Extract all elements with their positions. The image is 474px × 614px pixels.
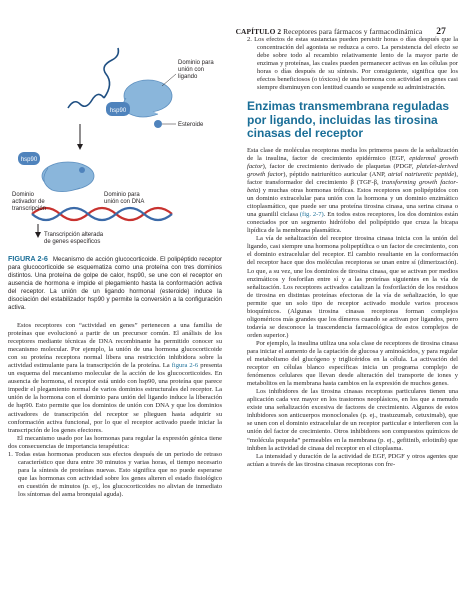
figure-2-6-link[interactable]: figura 2-6 xyxy=(171,362,199,370)
dna-domain-label: Dominio para unión con DNA xyxy=(104,192,145,205)
left-column xyxy=(8,322,222,499)
chapter-label: CAPÍTULO 2 xyxy=(235,27,282,36)
right-paragraph-3: Por ejemplo, la insulina utiliza una sola clase de receptores de tirosina cinasa para iniciar el aumento de la captación de glucosa y aminoácidos, y para regular el metabolismo del glucógeno y triglicéridos en la célula. La activación del receptor en células blanco específicas inicia un programa complejo de fenómenos celulares que llevan desde alteración del transporte de iones y metabolitos en la membrana hasta cambios en la expresión de muchos genes. xyxy=(247,339,458,388)
receptor-chain-tail xyxy=(104,48,118,98)
receptor-chain-top xyxy=(68,94,104,108)
pdgf-term: platelet-derived growth factor xyxy=(247,162,458,178)
page-number: 27 xyxy=(436,27,446,37)
right-p1-e: ) y muchas otras hormonas tróficas. Estos receptores son polipéptidos con un dominio extracelular para unión con la hormona y un dominio enzimático citoplasmático, que puede ser una proteína tirosina cinasa, una serina cinasa o una guanilil ciclasa xyxy=(247,187,458,219)
right-column xyxy=(247,36,458,469)
right-p1-f: . En todos estos receptores, los dos dominios están conectados por un segmento hidrófobo del polipéptido que cruza la bicapa lipídica de la membrana plasmática. xyxy=(247,211,458,235)
right-p1-a: Esta clase de moléculas receptoras media los primeros pasos de la señalización de la insulina, factor de crecimiento epidérmico (EGF, xyxy=(247,146,458,162)
figure-2-6-illustration xyxy=(8,38,222,252)
transcription-label: Transcripción alterada de genes específicos xyxy=(44,232,104,245)
tgf-term: transforming growth factor-beta xyxy=(247,179,458,195)
right-p1-b: ), factor de crecimiento derivado de plaquetas (PDGF, xyxy=(262,162,417,170)
right-p1-c: ), péptido natriurético auricular (ANP, xyxy=(283,170,388,178)
ligand-domain-label: Dominio para unión con ligando xyxy=(178,60,214,80)
steroid-molecule xyxy=(154,120,162,128)
left-paragraph-1 xyxy=(8,322,222,435)
right-paragraph-4: Los inhibidores de las tirosina cinasas receptoras particulares tienen una aplicación cada vez mayor en los trastornos neoplásicos, en los que a menudo existe una señalización excesiva de factores de crecimiento. Algunos de estos inhibidores son anticuerpos monoclonales (p. ej., trastuzumab, cetuximab), que se unen con el dominio extracelular de un receptor particular e interfieren con la unión del factor de crecimiento. Otros inhibidores son compuestos químicos de “molécula pequeña” permeables en la membrana (p. ej., gefitinib, erlotinib) que inhiben la actividad de cinasa del receptor en el citoplasma. xyxy=(247,388,458,452)
left-p1-text-a: Estos receptores con “actividad en genes” pertenecen a una familia de proteínas que evolucionó a partir de un precursor común. El análisis de los receptores mediante técnicas de DNA recombinante ha permitido conocer su mecanismo molecular. Por ejemplo, la unión de una hormona glucocorticoide con su proteína receptora normal libera una restricción inhibidora sobre la actividad estimulante para la transcripción de la proteína. La xyxy=(8,322,222,370)
egf-term: epidermal growth factor xyxy=(247,154,458,170)
anp-term: atrial natriuretic peptide xyxy=(387,170,455,178)
left-paragraph-2: El mecanismo usado por las hormonas para regular la expresión génica tiene dos consecuencias de importancia terapéutica: xyxy=(8,434,222,450)
right-paragraph-5: La intensidad y duración de la actividad de EGF, PDGF y otros agentes que actúan a través de las tirosina cinasas receptoras con fre- xyxy=(247,452,458,468)
figure-label: FIGURA 2-6 xyxy=(8,254,48,263)
right-paragraph-1 xyxy=(247,147,458,236)
right-p1-d: ), factor transformador del crecimiento β (TGF-β, xyxy=(247,170,458,187)
list-item-1: 1. Todas estas hormonas producen sus efectos después de un periodo de retraso característico que dura entre 30 minutos y varias horas, el tiempo necesario para la síntesis de proteínas nuevas. Esto significa que no puede esperarse que las hormonas con actividad sobre los genes alteren el estado fisiológico en cuestión de minutos (p. ej., los glucocorticoides no alivian de inmediato los síntomas del asma bronquial aguda). xyxy=(8,450,222,498)
left-p1-text-b: presenta un esquema del mecanismo molecular de la acción de los glucocorticoides. En ausencia de hormona, el receptor está unido con hsp90, una proteína que parece impedir el plegamiento normal de varios dominios estructurales del receptor. La unión de la hormona con el dominio para unión del ligando induce la liberación de hsp90. Esto permite que los dominios de unión con DNA y que los dominios activadores de transcripción del receptor se plieguen hasta adquirir su conformación activa funcional, por lo que el receptor activado puede iniciar la transcripción de los genes efectores. xyxy=(8,362,223,434)
chapter-title: Receptores para fármacos y farmacodinámica xyxy=(283,27,423,36)
right-paragraph-2: La vía de señalización del receptor tirosina cinasa inicia con la unión del ligando, casi siempre una hormona polipeptídica o un factor de crecimiento, con el dominio extracelular del receptor. El cambio resultante en la conformación del receptor hace que dos moléculas receptoras se unan entre sí (dimerización). Lo que, a su vez, une los dominios de tirosina cinasa, que se activan por medios enzimáticos y fosforilan entre sí y a las proteínas siguientes en la vía de señalización. Los receptores activados catalizan la fosforilación de los residuos de tirosina en distintas proteínas efectoras de la vía de señalización, lo que permite que un solo tipo de receptor activado module varios procesos bioquímicos. (Algunas tirosina cinasas receptoras forman complejos oligoméricos más grandes que los dímeros cuando se activan por ligandos, pero todavía se desconoce la trascendencia farmacológica de estos complejos de orden superior.) xyxy=(247,235,458,339)
figure-caption-text: Mecanismo de acción glucocorticoide. El polipéptido receptor para glucocorticoide se esquematiza como una proteína con tres dominios distintos. Una proteína de golpe de calor, hsp90, se une con el receptor en ausencia de hormona e impide el plegamiento hasta la conformación activa del receptor. La unión de un ligando hormonal (esteroide) induce la disociación del estabilizador hsp90 y permite la conversión a la configuración activa. xyxy=(8,256,222,311)
figure-2-7-link[interactable]: (fig. 2-7) xyxy=(299,211,324,219)
figure-caption xyxy=(8,255,222,312)
section-heading: Enzimas transmembrana reguladas por ligando, incluidas las tirosina cinasas del receptor xyxy=(247,99,450,141)
list-item-2: 2. Los efectos de estas sustancias pueden persistir horas o días después que la concentración del agonista se reduzca a cero. La persistencia del efecto se debe sobre todo al recambio relativamente lento de la mayor parte de enzimas y proteínas, las cuales pueden permanecer activas en las células por horas o días después de su síntesis. Por consiguiente, significa que los efectos beneficiosos (o tóxicos) de una hormona con actividad en genes casi siempre disminuyen con lentitud cuando se suspende su administración. xyxy=(247,36,458,92)
hsp90-top-label: hsp90 xyxy=(109,108,127,114)
activator-domain-label: Dominio activador de transcripción xyxy=(12,192,47,212)
hsp90-mid-label: hsp90 xyxy=(20,157,38,163)
ligand-domain-leader xyxy=(162,74,176,86)
steroid-label: Esteroide xyxy=(178,122,204,128)
